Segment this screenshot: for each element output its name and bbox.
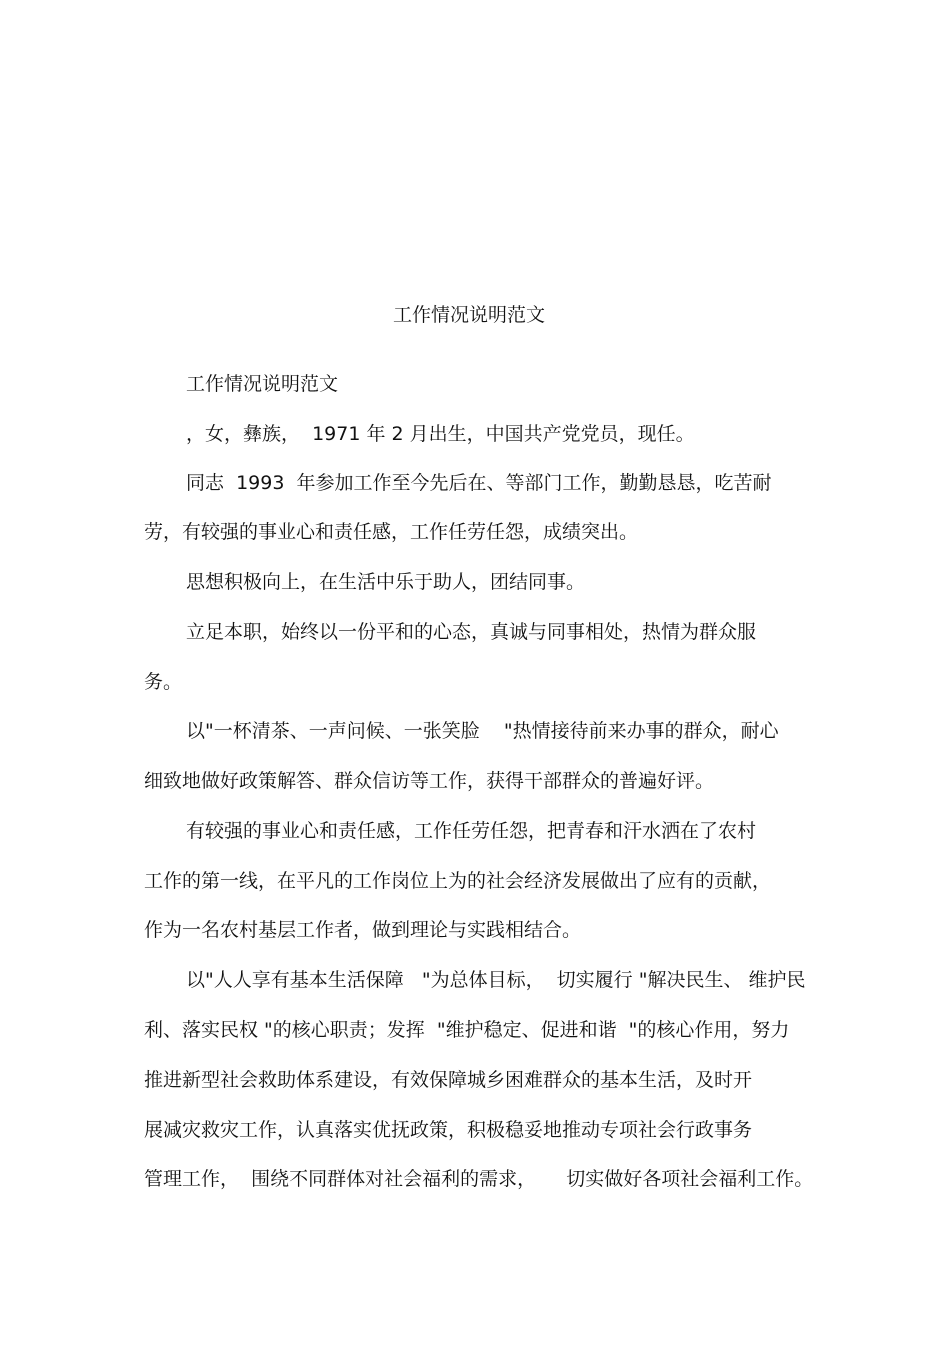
body-line: 管理工作， 围绕不同群体对社会福利的需求， 切实做好各项社会福利工作。 xyxy=(144,1168,814,1190)
body-line: 务。 xyxy=(144,671,183,693)
body-line: 劳，有较强的事业心和责任感，工作任劳任怨，成绩突出。 xyxy=(144,521,639,543)
body-line: 作为一名农村基层工作者，做到理论与实践相结合。 xyxy=(144,919,582,941)
subtitle-line: 工作情况说明范文 xyxy=(186,373,339,395)
body-line: 工作的第一线，在平凡的工作岗位上为的社会经济发展做出了应有的贡献， xyxy=(144,870,772,892)
body-line: 思想积极向上，在生活中乐于助人，团结同事。 xyxy=(186,571,586,593)
body-line: 以"一杯清茶、一声问候、一张笑脸 "热情接待前来办事的群众，耐心 xyxy=(186,720,779,742)
body-line: 细致地做好政策解答、群众信访等工作，获得干部群众的普遍好评。 xyxy=(144,770,715,792)
body-line: 以"人人享有基本生活保障 "为总体目标， 切实履行 "解决民生、 维护民 xyxy=(186,969,806,991)
body-line: 利、落实民权 "的核心职责；发挥 "维护稳定、促进和谐 "的核心作用，努力 xyxy=(144,1019,790,1041)
body-line: 立足本职，始终以一份平和的心态，真诚与同事相处，热情为群众服 xyxy=(186,621,757,643)
document-title: 工作情况说明范文 xyxy=(392,304,545,326)
body-line: 同志 1993 年参加工作至今先后在、等部门工作，勤勤恳恳，吃苦耐 xyxy=(186,472,772,494)
body-line: 展减灾救灾工作，认真落实优抚政策，积极稳妥地推动专项社会行政事务 xyxy=(144,1119,753,1141)
body-line: 推进新型社会救助体系建设，有效保障城乡困难群众的基本生活，及时开 xyxy=(144,1069,753,1091)
body-line: ，女，彝族， 1971 年 2 月出生，中国共产党党员，现任。 xyxy=(186,423,695,445)
body-line: 有较强的事业心和责任感，工作任劳任怨，把青春和汗水洒在了农村 xyxy=(186,820,757,842)
